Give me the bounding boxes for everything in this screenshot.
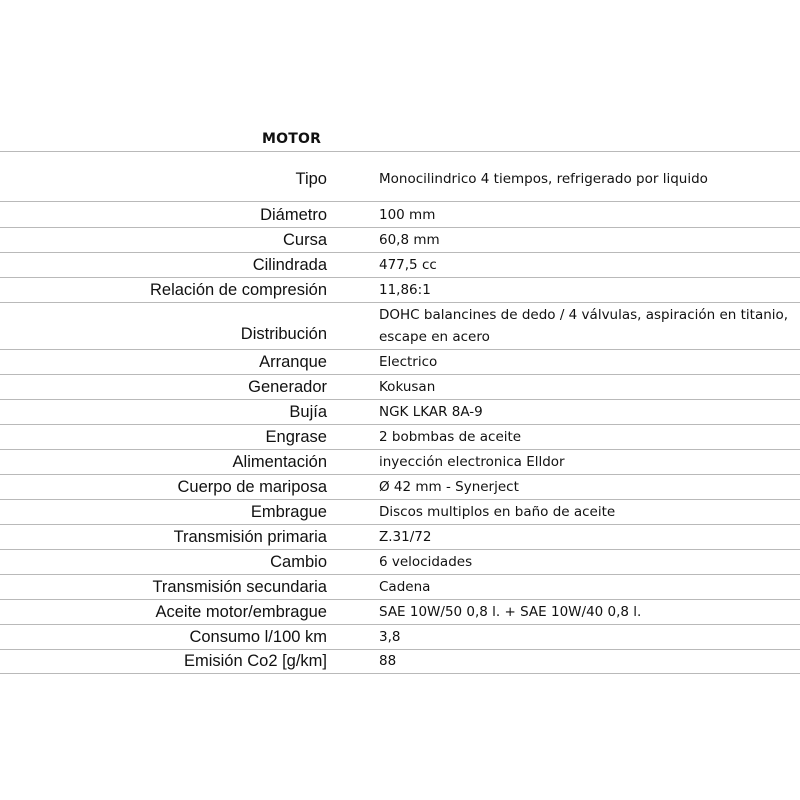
spec-row bbox=[0, 201, 800, 227]
spec-label: Consumo l/100 km bbox=[189, 628, 327, 646]
spec-row bbox=[0, 449, 800, 474]
spec-row bbox=[0, 374, 800, 399]
spec-label: Distribución bbox=[240, 325, 327, 343]
spec-label: Generador bbox=[248, 378, 327, 396]
spec-row bbox=[0, 227, 800, 252]
spec-row bbox=[0, 624, 800, 649]
spec-row bbox=[0, 424, 800, 449]
spec-row bbox=[0, 349, 800, 374]
spec-value: SAE 10W/50 0,8 l. + SAE 10W/40 0,8 l. bbox=[379, 604, 642, 620]
spec-value: 3,8 bbox=[379, 629, 401, 645]
spec-row bbox=[0, 277, 800, 302]
spec-value: 6 velocidades bbox=[379, 554, 473, 570]
spec-label: Tipo bbox=[295, 170, 327, 188]
spec-row bbox=[0, 524, 800, 549]
spec-row bbox=[0, 499, 800, 524]
spec-value: NGK LKAR 8A-9 bbox=[379, 404, 483, 420]
spec-value: 88 bbox=[379, 653, 397, 669]
spec-row bbox=[0, 549, 800, 574]
spec-value: Z.31/72 bbox=[379, 529, 432, 545]
spec-value: 11,86:1 bbox=[379, 282, 431, 298]
spec-value: inyección electronica Elldor bbox=[379, 454, 565, 470]
spec-value: Kokusan bbox=[379, 379, 436, 395]
spec-value: Ø 42 mm - Synerject bbox=[379, 479, 519, 495]
spec-value: 477,5 cc bbox=[379, 257, 437, 273]
spec-label: Emisión Co2 [g/km] bbox=[183, 652, 327, 670]
spec-label: Aceite motor/embrague bbox=[155, 603, 327, 621]
spec-value: Discos multiplos en baño de aceite bbox=[379, 504, 616, 520]
spec-row bbox=[0, 252, 800, 277]
spec-label: Embrague bbox=[250, 503, 327, 521]
spec-label: Cuerpo de mariposa bbox=[177, 478, 327, 496]
spec-value: 100 mm bbox=[379, 207, 436, 223]
spec-row bbox=[0, 474, 800, 499]
spec-value: DOHC balancines de dedo / 4 válvulas, aspiración en titanio, escape en acero bbox=[379, 307, 789, 345]
spec-label: Cursa bbox=[282, 231, 327, 249]
spec-label: Cambio bbox=[270, 553, 327, 571]
spec-value: Cadena bbox=[379, 579, 431, 595]
spec-label: Bujía bbox=[289, 403, 327, 421]
spec-value: 2 bobmbas de aceite bbox=[379, 429, 522, 445]
spec-label: Relación de compresión bbox=[149, 281, 327, 299]
spec-value: 60,8 mm bbox=[379, 232, 440, 248]
spec-label: Alimentación bbox=[232, 453, 327, 471]
spec-label: Transmisión primaria bbox=[173, 528, 327, 546]
spec-value: Monocilindrico 4 tiempos, refrigerado por liquido bbox=[379, 171, 708, 187]
spec-row bbox=[0, 399, 800, 424]
spec-label: Diámetro bbox=[260, 206, 327, 224]
spec-row bbox=[0, 574, 800, 599]
spec-label: Transmisión secundaria bbox=[152, 578, 327, 596]
spec-table bbox=[0, 151, 800, 674]
spec-label: Cilindrada bbox=[252, 256, 327, 274]
spec-row bbox=[0, 649, 800, 674]
spec-row bbox=[0, 302, 800, 349]
section-title: MOTOR bbox=[262, 131, 322, 147]
spec-label: Arranque bbox=[259, 353, 327, 371]
spec-row bbox=[0, 599, 800, 624]
spec-value: Electrico bbox=[379, 354, 438, 370]
spec-label: Engrase bbox=[265, 428, 327, 446]
spec-row bbox=[0, 151, 800, 201]
